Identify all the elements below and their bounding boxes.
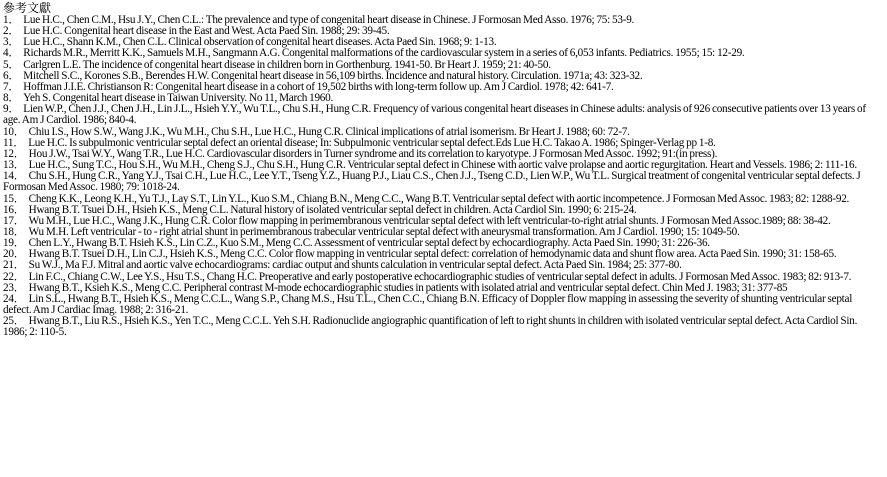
reference-text: Wu M.H. Left ventricular - to - right atrial shunt in perimembranous trabecular ventricular septal defect with aneurysmal transformation. Am J Cardiol. 1990; 15: 1049-50. [28,225,740,238]
reference-number: 23． [3,281,25,294]
reference-number: 7． [3,80,20,93]
reference-number: 2． [3,25,20,38]
reference-number: 22． [3,270,25,283]
reference-number: 16． [3,203,25,216]
reference-text: Lue H.C. Congenital heart disease in the East and West. Acta Paed Sin. 1988; 29: 39-45. [23,25,390,38]
reference-number: 24． [3,292,25,305]
reference-item [3,104,877,126]
reference-number: 21． [3,259,25,272]
reference-item [3,294,877,316]
reference-number: 4． [3,47,20,60]
reference-text: Su W.J., Ma F.J. Mitral and aortic valve echocardiograms: cardiac output and shunts calculation in ventricular septal defect. Acta Paed Sin. 1984; 25: 377-80. [28,259,682,272]
reference-list [3,15,877,339]
reference-text: Yeh S. Congenital heart disease in Taiwan University. No 11, March 1960. [23,92,334,105]
reference-number: 5． [3,58,20,71]
reference-text: Lue H.C., Shann K.M., Chen C.L. Clinical observation of congenital heart diseases. Acta Paed Sin. 1968; 9: 1-13. [23,36,497,49]
reference-text: Hwang B.T., Ksieh K.S., Meng C.C. Peripheral contrast M-mode echocardiographic studies in patients with isolated atrial and ventricular septal defect. Chin Med J. 1983; 31: 377-85 [28,281,788,294]
reference-text: Chu S.H., Hung C.R., Yang Y.J., Tsai C.H., Lue H.C., Lee Y.T., Tseng Y.Z., Huang P.J., Liau C.S., Chen J.J., Tseng C.D., Lien W.P., Wu T.L. Surgical treatment of congenital ventricular septal defects. J Formosan Med Assoc. 1980; 79: 1018-24. [3,170,861,194]
reference-text: Lue H.C., Sung T.C., Hou S.H., Wu M.H., Cheng S.J., Chu S.H., Hung C.R. Ventricular septal defect in Chinese with aortic valve prolapse and aortic regurgitation. Heart and Vessels. 1986; 2: 111-16. [28,159,857,172]
reference-number: 9． [3,103,20,116]
reference-text: Hou J.W., Tsai W.Y., Wang T.R., Lue H.C. Cardiovascular disorders in Turner syndrome and its correlation to karyotype. J Formosan Med Assoc. 1992; 91:(in press). [28,147,718,160]
reference-number: 15． [3,192,25,205]
reference-text: Hoffman J.I.E. Christianson R: Congenital heart disease in a cohort of 19,502 births with long-term follow up. Am J Cardiol. 1978; 42: 641-7. [23,80,614,93]
reference-number: 8． [3,92,20,105]
reference-text: Hwang B.T., Liu R.S., Hsieh K.S., Yen T.C., Meng C.C.L. Yeh S.H. Radionuclide angiographic quantification of left to right shunts in children with isolated ventricular septal defect. Acta Cardiol Sin. 1986; 2: 110-5. [3,315,858,339]
reference-text: Cheng K.K., Leong K.H., Yu T.J., Lay S.T., Lin Y.L., Kuo S.M., Chiang B.N., Meng C.C., Wang B.T. Ventricular septal defect with aortic incompetence. J Formosan Med Assoc. 1983; 82: 1288-92. [28,192,850,205]
reference-text: Lue H.C. Is subpulmonic ventricular septal defect an oriental disease; In: Subpulmonic ventricular septal defect.Eds Lue H.C. Takao A. 1986; Spinger-Verlag pp 1-8. [28,136,716,149]
reference-item [3,316,877,338]
reference-number: 19． [3,237,25,250]
reference-text: Chiu I.S., How S.W., Wang J.K., Wu M.H., Chu S.H., Lue H.C., Hung C.R. Clinical implications of atrial isomerism. Br Heart J. 1988; 60: 72-7. [28,125,630,138]
reference-number: 1． [3,14,20,26]
reference-number: 17． [3,214,25,227]
reference-number: 14． [3,170,25,183]
reference-number: 11． [3,136,25,149]
reference-text: Hwang B.T. Tsuei D.H., Hsieh K.S., Meng C.L. Natural history of isolated ventricular septal defect in children. Acta Cardiol Sin. 1990; 6: 215-24. [28,203,637,216]
reference-text: Lin F.C., Chiang C.W., Lee Y.S., Hsu T.S., Chang H.C. Preoperative and early postoperative echocardiographic studies of ventricular septal defect in adults. J Formosan Med Assoc. 1983; 82: 913-7. [28,270,852,283]
reference-text: Lin S.L., Hwang B.T., Hsieh K.S., Meng C.C.L., Wang S.P., Chang M.S., Hsu T.L., Chen C.C., Chiang B.N. Efficacy of Doppler flow mapping in assessing the severity of shunting ventricular septal defect. Am J Cardiac Imag. 1988; 2: 316-21. [3,292,853,317]
references-heading: 參考文獻 [3,1,52,15]
reference-number: 3． [3,36,20,49]
reference-number: 12． [3,147,25,160]
reference-text: Hwang B.T. Tsuei D.H., Lin C.J., Hsieh K.S., Meng C.C. Color flow mapping in ventricular septal defect: correlation of hemodynamic data and shunt flow area. Acta Paed Sin. 1990; 31: 158-65. [28,248,837,261]
reference-number: 18． [3,225,25,238]
reference-number: 25． [3,315,25,328]
reference-number: 13． [3,159,25,172]
reference-number: 10． [3,125,25,138]
reference-text: Lue H.C., Chen C.M., Hsu J.Y., Chen C.L.: The prevalence and type of congenital heart disease in Chinese. J Formosan Med Asso. 1976; 75: 53-9. [23,14,635,26]
reference-number: 6． [3,69,20,82]
reference-text: Chen L.Y., Hwang B.T. Hsieh K.S., Lin C.Z., Kuo S.M., Meng C.C. Assessment of ventricular septal defect by echocardiography. Acta Paed Sin. 1990; 31: 226-36. [28,237,710,250]
reference-text: Lien W.P., Chen J.J., Chen J.H., Lin J.L., Hsieh Y.Y., Wu T.L., Chu S.H., Hung C.R. Frequency of various congenital heart diseases in Chinese adults: analysis of 926 consecutive patients over 13 years of age. Am J Cardiol. 1986; 840-4. [3,103,866,127]
reference-text: Richards M.R., Merritt K.K., Samuels M.H., Sangmann A.G. Congenital malformations of the cardiovascular system in a series of 6,053 infants. Pediatrics. 1955; 15: 12-29. [23,47,745,60]
reference-text: Wu M.H., Lue H.C., Wang J.K., Hung C.R. Color flow mapping in perimembranous ventricular septal defect with left ventricular-to-right atrial shunts. J Formosan Med Assoc.1989; 88: 38-42. [28,214,831,227]
reference-text: Mitchell S.C., Korones S.B., Berendes H.W. Congenital heart disease in 56,109 births. Incidence and natural history. Circulation. 1971a; 43: 323-32. [23,69,643,82]
reference-text: Carlgren L.E. The incidence of congenital heart disease in children born in Gorthenburg. 1941-50. Br Heart J. 1959; 21: 40-50. [23,58,551,71]
reference-item [3,171,877,193]
reference-number: 20． [3,248,25,261]
